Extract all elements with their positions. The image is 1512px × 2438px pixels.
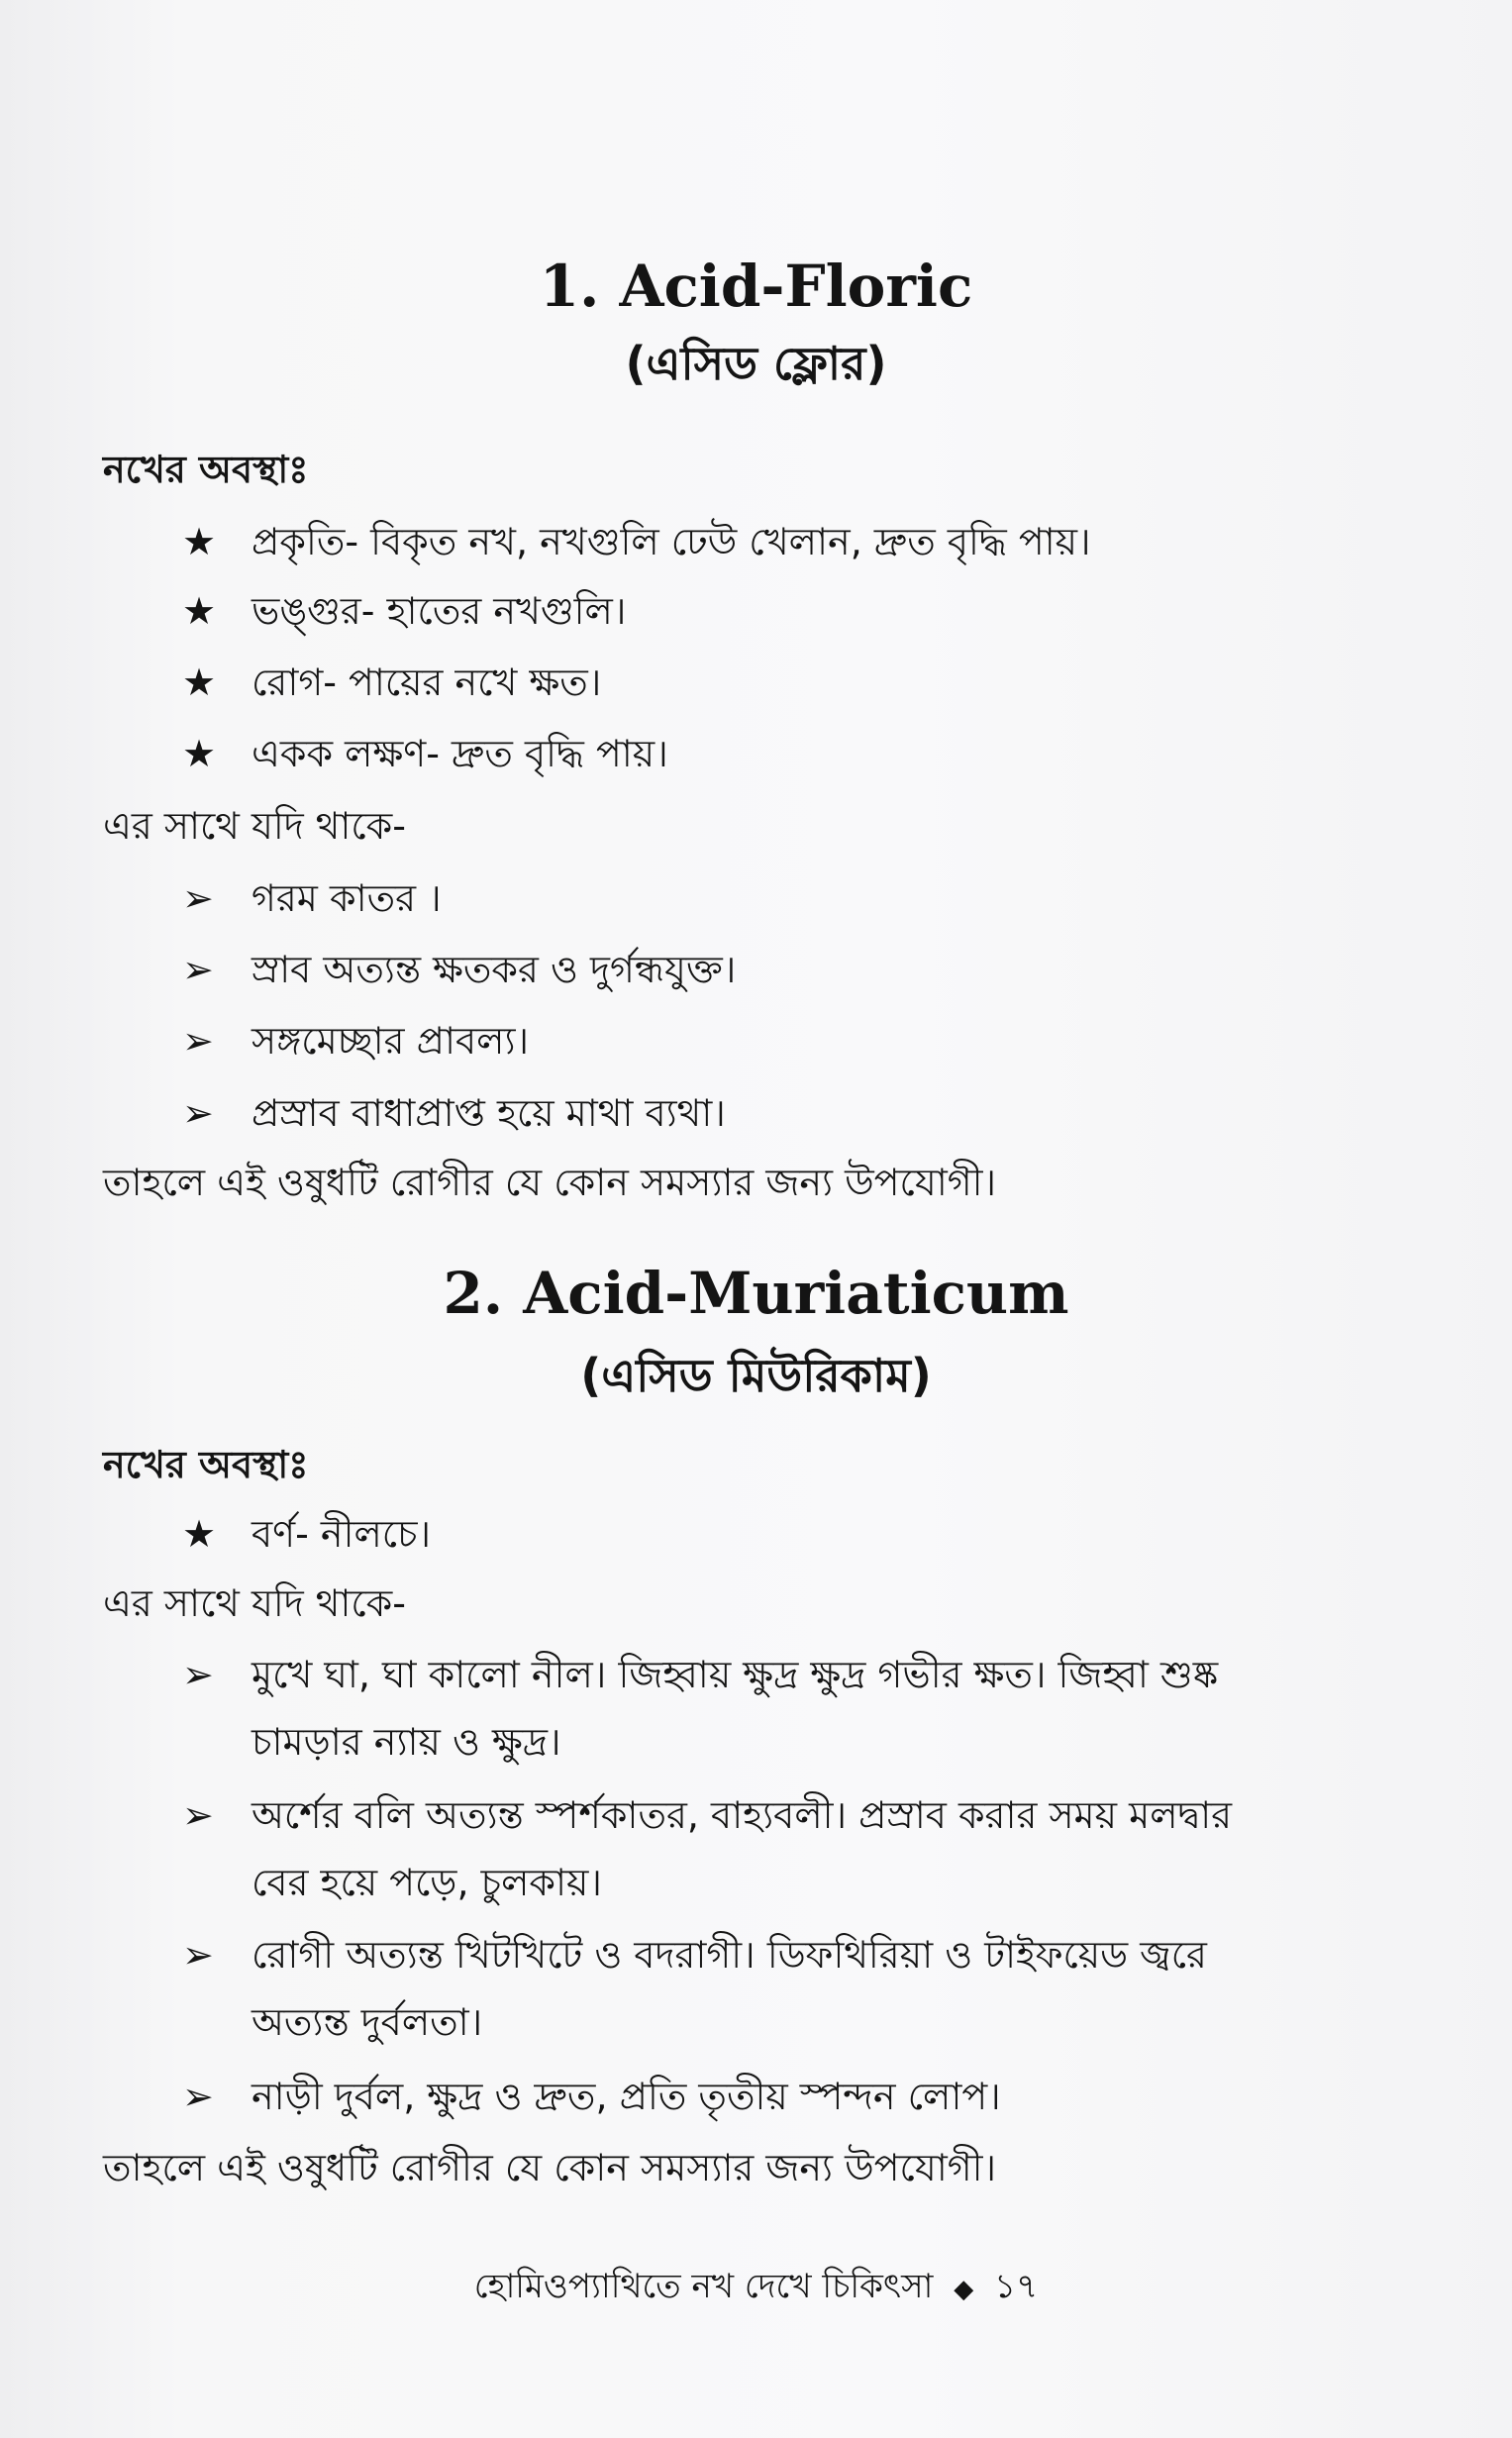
section2-star-item: ★ বর্ণ- নীলচে।	[182, 1512, 432, 1556]
section2-arrow-item-continuation: চামড়ার ন্যায় ও ক্ষুদ্র।	[252, 1720, 561, 1764]
star-icon: ★	[182, 1512, 217, 1556]
section2-with-heading: এর সাথে যদি থাকে-	[103, 1581, 406, 1625]
footer-page-number: ১৭	[994, 2267, 1039, 2306]
section1-title: 1. Acid-Floric	[539, 253, 973, 320]
section1-conclusion: তাহলে এই ওষুধটি রোগীর যে কোন সমস্যার জন্য উপযোগী।	[103, 1161, 997, 1204]
arrow-bullet-icon: ➢	[182, 1653, 214, 1696]
arrow-bullet-icon: ➢	[182, 876, 214, 920]
section1-arrow-item: ➢ গরম কাতর ।	[182, 876, 442, 920]
arrow-bullet-icon: ➢	[182, 1793, 214, 1837]
section1-star-item: ★ প্রকৃতি- বিকৃত নখ, নখগুলি ঢেউ খেলান, দ্রুত বৃদ্ধি পায়।	[182, 520, 1091, 563]
star-icon: ★	[182, 732, 217, 775]
star-icon: ★	[182, 520, 217, 563]
section1-star-item: ★ একক লক্ষণ- দ্রুত বৃদ্ধি পায়।	[182, 732, 668, 775]
section1-arrow-item: ➢ সঙ্গমেচ্ছার প্রাবল্য।	[182, 1019, 530, 1063]
arrow-bullet-icon: ➢	[182, 1933, 214, 1977]
section2-conclusion: তাহলে এই ওষুধটি রোগীর যে কোন সমস্যার জন্য উপযোগী।	[103, 2146, 997, 2189]
section1-subtitle: (এসিড ফ্লোর)	[625, 337, 887, 390]
section2-arrow-item: ➢ নাড়ী দুর্বল, ক্ষুদ্র ও দ্রুত, প্রতি তৃতীয় স্পন্দন লোপ।	[182, 2075, 1001, 2118]
section2-arrow-item-continuation: বের হয়ে পড়ে, চুলকায়।	[252, 1861, 602, 1904]
section2-arrow-item: ➢ মুখে ঘা, ঘা কালো নীল। জিহ্বায় ক্ষুদ্র ক্ষুদ্র গভীর ক্ষত। জিহ্বা শুষ্ক	[182, 1653, 1219, 1696]
section2-nail-heading: নখের অবস্থাঃ	[103, 1443, 309, 1486]
arrow-bullet-icon: ➢	[182, 1091, 214, 1135]
section1-star-item: ★ ভঙ্গুর- হাতের নখগুলি।	[182, 589, 627, 633]
star-icon: ★	[182, 589, 217, 633]
star-icon: ★	[182, 660, 217, 704]
section2-title: 2. Acid-Muriaticum	[443, 1260, 1069, 1327]
section2-arrow-item: ➢ রোগী অত্যন্ত খিটখিটে ও বদরাগী। ডিফথিরিয়া ও টাইফয়েড জ্বরে	[182, 1933, 1207, 1977]
arrow-bullet-icon: ➢	[182, 2075, 214, 2118]
section1-star-item: ★ রোগ- পায়ের নখে ক্ষত।	[182, 660, 602, 704]
footer-book-title: হোমিওপ্যাথিতে নখ দেখে চিকিৎসা	[473, 2267, 934, 2306]
page-footer	[0, 2261, 1512, 2317]
section2-arrow-item: ➢ অর্শের বলি অত্যন্ত স্পর্শকাতর, বাহ্যবলী। প্রস্রাব করার সময় মলদ্বার	[182, 1793, 1233, 1837]
section1-arrow-item: ➢ প্রস্রাব বাধাপ্রাপ্ত হয়ে মাথা ব্যথা।	[182, 1091, 726, 1135]
arrow-bullet-icon: ➢	[182, 1019, 214, 1063]
arrow-bullet-icon: ➢	[182, 948, 214, 991]
footer-diamond-icon: ◆	[954, 2275, 974, 2304]
section2-subtitle: (এসিড মিউরিকাম)	[580, 1349, 932, 1402]
section1-with-heading: এর সাথে যদি থাকে-	[103, 804, 406, 848]
section2-arrow-item-continuation: অত্যন্ত দুর্বলতা।	[252, 2000, 483, 2044]
section1-nail-heading: নখের অবস্থাঃ	[103, 448, 309, 491]
section1-arrow-item: ➢ স্রাব অত্যন্ত ক্ষতকর ও দুর্গন্ধযুক্ত।	[182, 948, 737, 991]
